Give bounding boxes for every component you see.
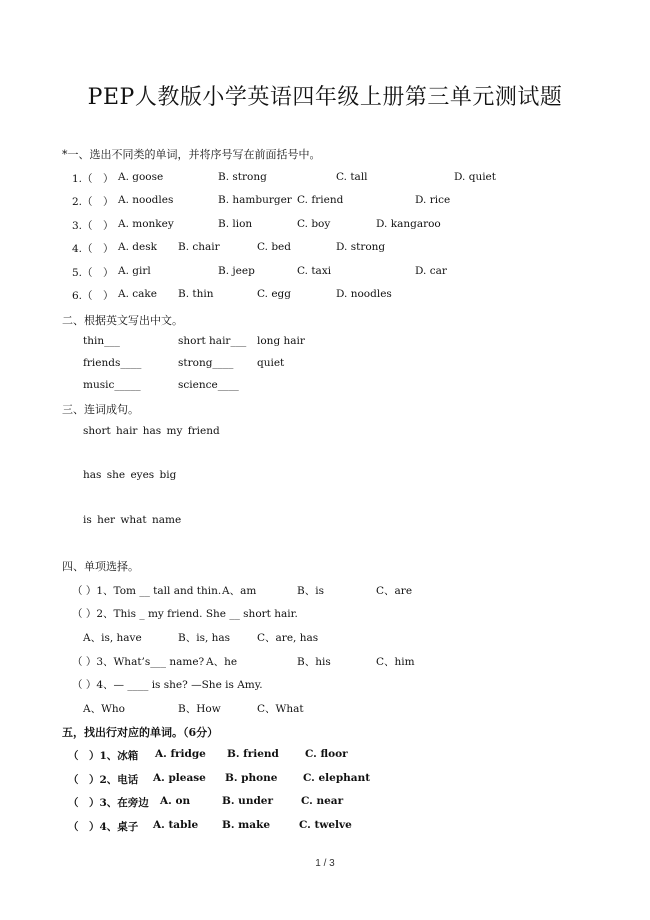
match-question-label: （ ）1、冰箱 bbox=[68, 750, 139, 762]
vocab-item: long hair bbox=[257, 335, 305, 347]
question-number: 4.（ ） bbox=[72, 243, 114, 255]
page-number: 1 / 3 bbox=[315, 858, 335, 869]
match-option-a: A. on bbox=[160, 795, 191, 807]
mc-question-stem: （ ）1、Tom __ tall and thin. bbox=[72, 585, 222, 597]
mc-question-stem: （ ）2、This _ my friend. She __ short hair. bbox=[72, 608, 298, 620]
vocab-item: friends____ bbox=[83, 357, 142, 369]
section5-heading: 五，找出行对应的单词。（6分） bbox=[62, 726, 219, 739]
option-b: B. chair bbox=[178, 241, 220, 253]
vocab-item: strong____ bbox=[178, 357, 234, 369]
option-d: D. noodles bbox=[336, 288, 392, 300]
match-option-c: C. twelve bbox=[299, 819, 352, 831]
match-option-a: A. please bbox=[153, 772, 206, 784]
mc-option-c: C、are, has bbox=[257, 632, 319, 644]
mc-question-stem: （ ）3、What’s___ name? bbox=[72, 656, 205, 668]
match-option-a: A. table bbox=[153, 819, 199, 831]
vocab-item: music_____ bbox=[83, 379, 141, 391]
option-c: C. friend bbox=[297, 194, 344, 206]
mc-option-b: B、his bbox=[297, 656, 331, 668]
option-c: C. bed bbox=[257, 241, 291, 253]
scrambled-sentence: is her what name bbox=[83, 514, 182, 526]
option-a: A. cake bbox=[118, 288, 157, 300]
mc-option-a: A、is, have bbox=[83, 632, 142, 644]
option-d: D. kangaroo bbox=[376, 218, 441, 230]
match-option-c: C. floor bbox=[305, 748, 348, 760]
match-question-label: （ ）2、电话 bbox=[68, 774, 139, 786]
option-b: B. lion bbox=[218, 218, 253, 230]
match-option-b: B. under bbox=[222, 795, 274, 807]
vocab-item: short hair___ bbox=[178, 335, 247, 347]
option-c: C. tall bbox=[336, 171, 368, 183]
option-d: D. quiet bbox=[454, 171, 496, 183]
section4-heading: 四、单项选择。 bbox=[62, 560, 139, 573]
option-b: B. strong bbox=[218, 171, 267, 183]
match-option-b: B. make bbox=[222, 819, 271, 831]
page-title: PEP人教版小学英语四年级上册第三单元测试题 bbox=[87, 85, 563, 110]
vocab-item: quiet bbox=[257, 357, 285, 369]
option-b: B. hamburger bbox=[218, 194, 292, 206]
question-number: 3.（ ） bbox=[72, 220, 114, 232]
mc-option-b: B、How bbox=[178, 703, 221, 715]
match-option-b: B. friend bbox=[227, 748, 279, 760]
mc-option-c: C、What bbox=[257, 703, 304, 715]
match-option-a: A. fridge bbox=[155, 748, 206, 760]
section1-heading: *一、选出不同类的单词，并将序号写在前面括号中。 bbox=[62, 148, 321, 161]
section3-heading: 三、连词成句。 bbox=[62, 403, 139, 416]
mc-option-c: C、are bbox=[376, 585, 413, 597]
option-a: A. monkey bbox=[118, 218, 174, 230]
option-d: D. strong bbox=[336, 241, 386, 253]
question-number: 1.（ ） bbox=[72, 173, 114, 185]
mc-option-a: A、Who bbox=[83, 703, 125, 715]
vocab-item: science____ bbox=[178, 379, 239, 391]
option-a: A. desk bbox=[118, 241, 157, 253]
mc-option-a: A、am bbox=[222, 585, 257, 597]
question-number: 5.（ ） bbox=[72, 267, 114, 279]
option-b: B. thin bbox=[178, 288, 214, 300]
mc-option-b: B、is, has bbox=[178, 632, 231, 644]
match-question-label: （ ）3、在旁边 bbox=[68, 797, 149, 809]
match-option-b: B. phone bbox=[225, 772, 278, 784]
option-d: D. car bbox=[415, 265, 447, 277]
match-question-label: （ ）4、桌子 bbox=[68, 821, 139, 833]
option-c: C. taxi bbox=[297, 265, 332, 277]
scrambled-sentence: has she eyes big bbox=[83, 469, 177, 481]
mc-question-stem: （ ）4、— ____ is she? —She is Amy. bbox=[72, 679, 263, 691]
mc-option-b: B、is bbox=[297, 585, 324, 597]
scrambled-sentence: short hair has my friend bbox=[83, 425, 220, 437]
option-c: C. boy bbox=[297, 218, 331, 230]
option-a: A. noodles bbox=[118, 194, 174, 206]
question-number: 6.（ ） bbox=[72, 290, 114, 302]
option-b: B. jeep bbox=[218, 265, 255, 277]
section2-heading: 二、根据英文写出中文。 bbox=[62, 314, 183, 327]
match-option-c: C. near bbox=[301, 795, 344, 807]
vocab-item: thin___ bbox=[83, 335, 120, 347]
option-d: D. rice bbox=[415, 194, 451, 206]
match-option-c: C. elephant bbox=[303, 772, 371, 784]
option-a: A. goose bbox=[118, 171, 164, 183]
mc-option-c: C、him bbox=[376, 656, 415, 668]
option-a: A. girl bbox=[118, 265, 151, 277]
question-number: 2.（ ） bbox=[72, 196, 114, 208]
option-c: C. egg bbox=[257, 288, 291, 300]
mc-option-a: A、he bbox=[206, 656, 238, 668]
